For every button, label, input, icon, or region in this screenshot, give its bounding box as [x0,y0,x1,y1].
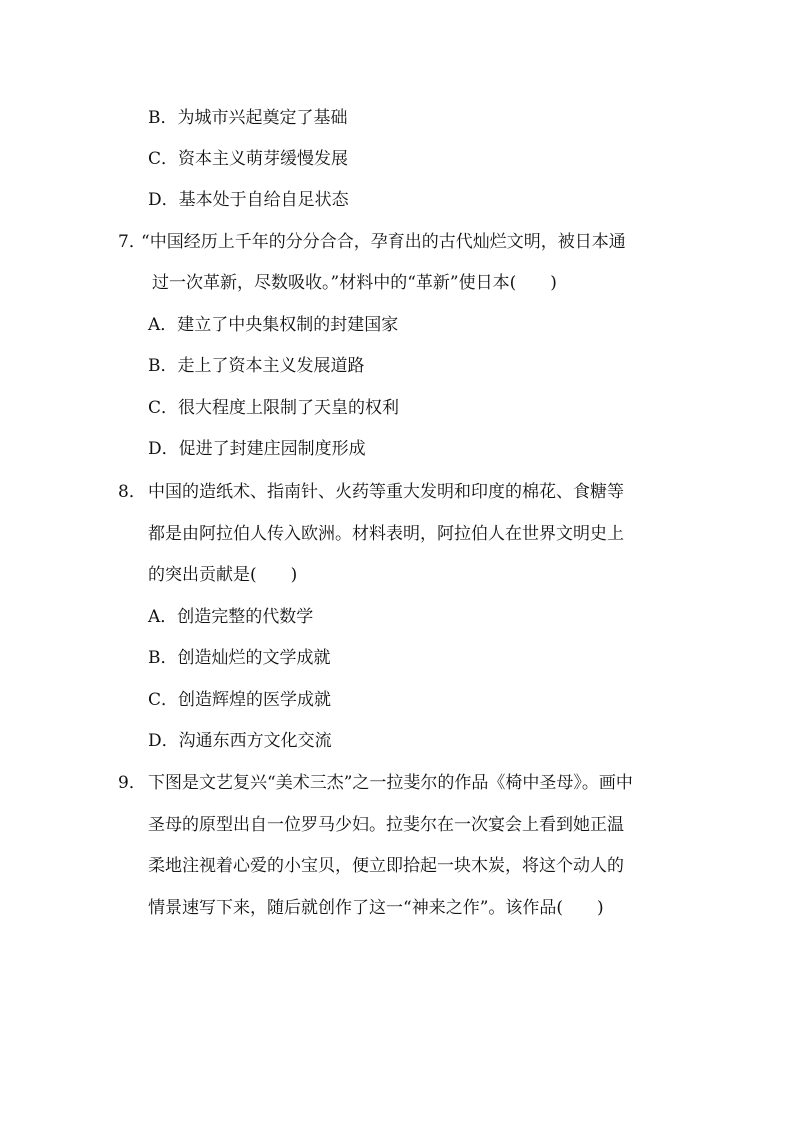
question-9-number: 9． [118,773,146,793]
question-7-stem-line-1: “中国经历上千年的分分合合，孕育出的古代灿烂文明，被日本通 [141,232,626,252]
question-7-stem-line-2: 过一次革新，尽数吸收。”材料中的“革新”使日本( ) [152,273,557,293]
question-7-option-a: A．建立了中央集权制的封建国家 [148,315,399,335]
question-8-option-a: A．创造完整的代数学 [148,607,314,627]
question-9-stem-line-1: 下图是文艺复兴“美术三杰”之一拉斐尔的作品《椅中圣母》。画中 [148,773,633,793]
question-8-stem-line-2: 都是由阿拉伯人传入欧洲。材料表明，阿拉伯人在世界文明史上 [148,524,624,544]
question-9-stem-line-4: 情景速写下来，随后就创作了这一“神来之作”。该作品( ) [148,898,604,918]
question-7-option-b: B．走上了资本主义发展道路 [148,356,365,376]
question-8-option-d: D．沟通东西方文化交流 [148,731,332,751]
question-8-stem-line-3: 的突出贡献是( ) [148,565,298,585]
question-8-number: 8． [118,482,146,502]
question-6-option-c: C．资本主义萌芽缓慢发展 [148,149,349,169]
question-7-option-c: C．很大程度上限制了天皇的权利 [148,398,400,418]
question-7-number: 7． [118,232,146,252]
question-6-option-b: B．为城市兴起奠定了基础 [148,108,348,128]
question-8-option-c: C．创造辉煌的医学成就 [148,690,332,710]
question-9-stem-line-3: 柔地注视着心爱的小宝贝，便立即拾起一块木炭，将这个动人的 [148,856,624,876]
question-8-stem-line-1: 中国的造纸术、指南针、火药等重大发明和印度的棉花、食糖等 [148,482,624,502]
question-6-option-d: D．基本处于自给自足状态 [148,190,349,210]
question-7-option-d: D．促进了封建庄园制度形成 [148,439,366,459]
question-9-stem-line-2: 圣母的原型出自一位罗马少妇。拉斐尔在一次宴会上看到她正温 [148,815,624,835]
question-8-option-b: B．创造灿烂的文学成就 [148,648,331,668]
